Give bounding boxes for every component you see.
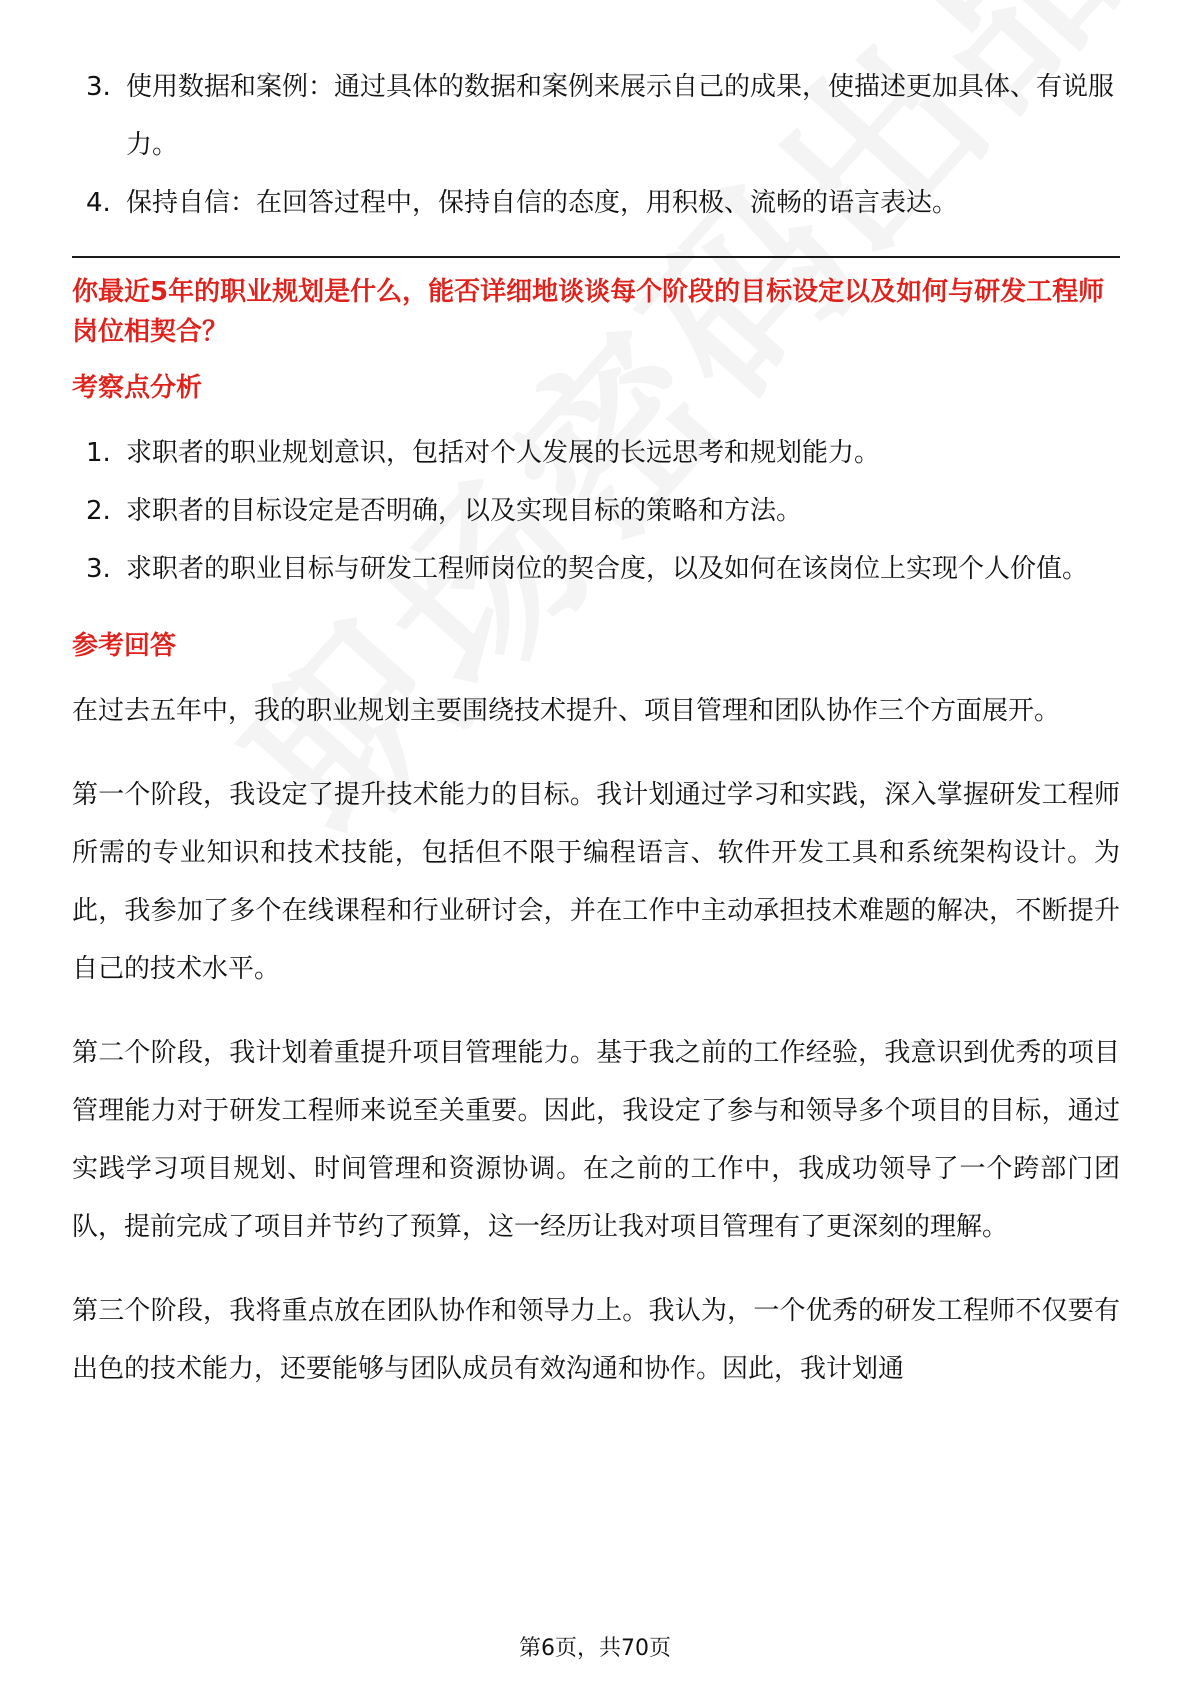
answer-paragraph: 第三个阶段，我将重点放在团队协作和领导力上。我认为，一个优秀的研发工程师不仅要有出色的技术能力，还要能够与团队成员有效沟通和协作。因此，我计划通 xyxy=(72,1296,1120,1384)
list-item-text: 保持自信：在回答过程中，保持自信的态度，用积极、流畅的语言表达。 xyxy=(126,188,959,218)
list-item xyxy=(72,58,1120,174)
list-item xyxy=(72,424,1120,482)
list-item-text: 求职者的职业目标与研发工程师岗位的契合度，以及如何在该岗位上实现个人价值。 xyxy=(126,554,1089,584)
list-item xyxy=(72,482,1120,540)
answer-heading: 参考回答 xyxy=(72,631,177,661)
list-item-text: 使用数据和案例：通过具体的数据和案例来展示自己的成果，使描述更加具体、有说服力。 xyxy=(126,72,1115,160)
answer-paragraph: 第二个阶段，我计划着重提升项目管理能力。基于我之前的工作经验，我意识到优秀的项目管理能力对于研发工程师来说至关重要。因此，我设定了参与和领导多个项目的目标，通过实践学习项目规划、时间管理和资源协调。在之前的工作中，我成功领导了一个跨部门团队，提前完成了项目并节约了预算，这一经历让我对项目管理有了更深刻的理解。 xyxy=(72,1038,1120,1242)
list-item-number: 3. xyxy=(86,554,111,584)
answer-paragraph: 第一个阶段，我设定了提升技术能力的目标。我计划通过学习和实践，深入掌握研发工程师所需的专业知识和技术技能，包括但不限于编程语言、软件开发工具和系统架构设计。为此，我参加了多个在线课程和行业研讨会，并在工作中主动承担技术难题的解决，不断提升自己的技术水平。 xyxy=(72,780,1120,984)
page-content xyxy=(72,58,1120,1424)
analysis-heading: 考察点分析 xyxy=(72,373,203,403)
question-title: 你最近5年的职业规划是什么，能否详细地谈谈每个阶段的目标设定以及如何与研发工程师岗位相契合？ xyxy=(72,277,1105,347)
analysis-list xyxy=(72,424,1120,598)
answer-paragraph: 在过去五年中，我的职业规划主要围绕技术提升、项目管理和团队协作三个方面展开。 xyxy=(72,696,1061,726)
list-item-text: 求职者的目标设定是否明确，以及实现目标的策略和方法。 xyxy=(126,496,803,526)
list-item xyxy=(72,540,1120,598)
list-item-number: 3. xyxy=(86,72,111,102)
page-footer: 第6页，共70页 xyxy=(519,1636,671,1661)
list-item-number: 2. xyxy=(86,496,111,526)
list-item xyxy=(72,174,1120,232)
list-item-text: 求职者的职业规划意识，包括对个人发展的长远思考和规划能力。 xyxy=(126,438,881,468)
list-item-number: 1. xyxy=(86,438,111,468)
top-list xyxy=(72,58,1120,232)
list-item-number: 4. xyxy=(86,188,111,218)
section-divider xyxy=(72,256,1120,258)
